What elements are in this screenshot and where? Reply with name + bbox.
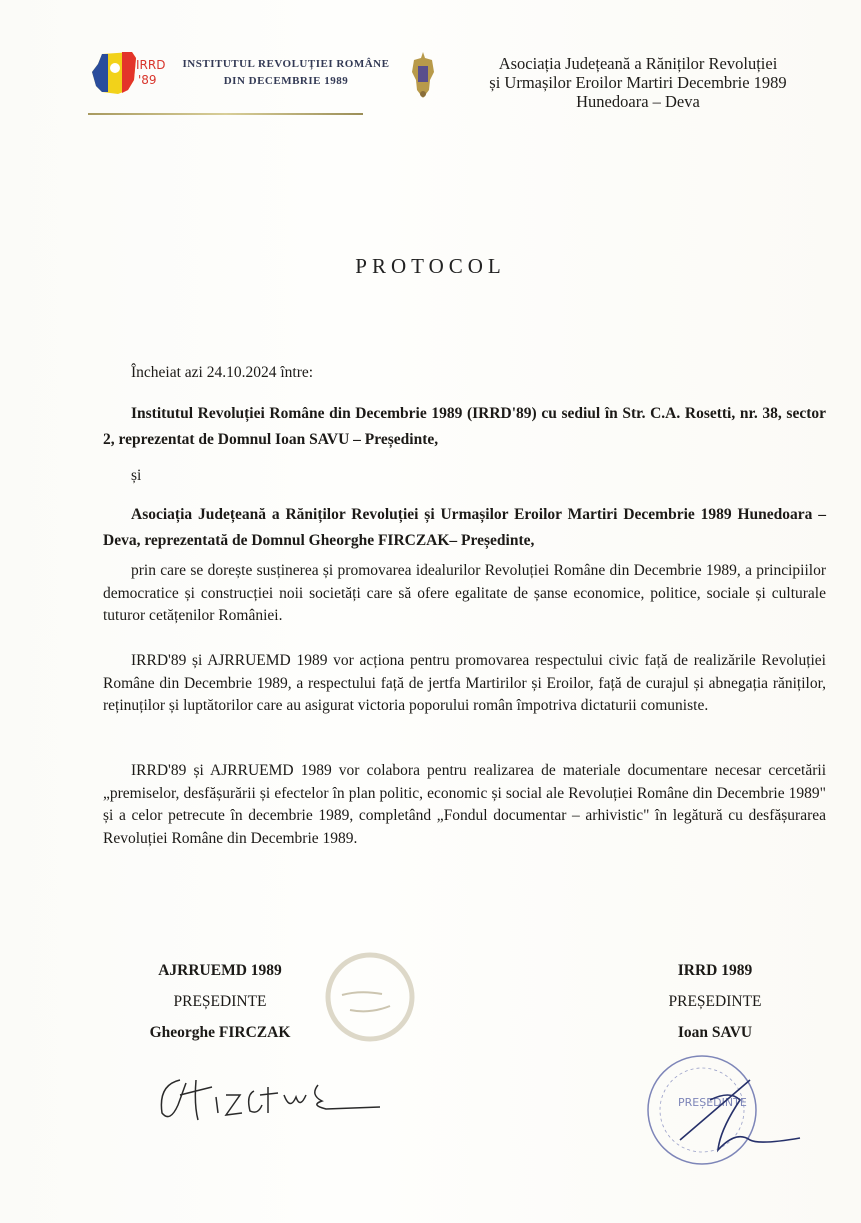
ajrruemd-org-name <box>458 54 818 111</box>
signature-block-left <box>110 955 330 1048</box>
signatory-org: IRRD 1989 <box>677 962 753 979</box>
party1-paragraph: Institutul Revoluției Române din Decembrie 1989 (IRRD'89) cu sediul în Str. C.A. Rosetti, nr. 38, sector 2, reprezentat de Domnul Ioan SAVU – Președinte, <box>103 405 826 448</box>
header-divider <box>88 113 363 115</box>
romanian-coat-of-arms-icon <box>410 50 436 102</box>
logo-text-89: '89 <box>138 73 157 87</box>
signatory-name: Gheorghe FIRCZAK <box>149 1024 291 1041</box>
conjunction: și <box>131 467 142 484</box>
document-title: PROTOCOL <box>355 254 506 278</box>
signatory-role: PREȘEDINTE <box>173 993 267 1010</box>
irrd-org-name-line1: INSTITUTUL REVOLUȚIEI ROMÂNE <box>182 58 390 70</box>
signatory-role: PREȘEDINTE <box>668 993 762 1010</box>
irrd-org-name <box>176 56 396 90</box>
paragraph-collaboration: IRRD'89 și AJRRUEMD 1989 vor colabora pentru realizarea de materiale documentare necesar cercetării „premiselor, desfășurării și efectelor în plan politic, economic și social ale Revoluției Române din Decembrie 1989" și a celor petrecute în decembrie 1989, completând „Fondul documentar – arhivistic" în legătură cu desfășurarea Revoluției Române din Decembrie 1989. <box>103 762 826 847</box>
irrd-header <box>88 48 408 108</box>
irrd-org-name-line2: DIN DECEMBRIE 1989 <box>223 75 349 87</box>
ajrruemd-org-name-line2: și Urmașilor Eroilor Martiri Decembrie 1989 <box>489 73 787 92</box>
faded-stamp-icon <box>320 950 420 1045</box>
romania-map-flag-icon <box>88 50 168 96</box>
signatory-name: Ioan SAVU <box>677 1024 753 1041</box>
handwritten-signature-icon <box>680 1080 800 1150</box>
paragraph-purpose: prin care se dorește susținerea și promovarea idealurilor Revoluției Române din Decembrie 1989, a principiilor democratice și construcției noii societăți care să ofere egalitate de șanse economice, politice, sociale și culturale tuturor cetățenilor României. <box>103 562 826 624</box>
intro-line: Încheiat azi 24.10.2024 între: <box>131 364 314 381</box>
ajrruemd-org-name-line3: Hunedoara – Deva <box>576 92 700 111</box>
signature-block-right <box>625 955 805 1048</box>
signatory-org: AJRRUEMD 1989 <box>158 962 282 979</box>
logo-text-irrd: IRRD <box>136 58 166 72</box>
paragraph-respect: IRRD'89 și AJRRUEMD 1989 vor acționa pentru promovarea respectului civic față de realizările Revoluției Române din Decembrie 1989, a respectului față de jertfa Martirilor și Eroilor, față de curajul și abnegația răniților, reținuților și luptătorilor care au asigurat victoria poporului român împotriva dictaturii comuniste. <box>103 652 826 714</box>
handwritten-signature-icon <box>150 1065 390 1130</box>
stamp-text: PREȘEDINTE <box>678 1096 747 1109</box>
round-stamp-icon <box>640 1040 840 1180</box>
party2-paragraph: Asociația Județeană a Răniților Revoluției și Urmașilor Eroilor Martiri Decembrie 1989 Hunedoara – Deva, reprezentată de Domnul Gheorghe FIRCZAK– Președinte, <box>103 506 826 549</box>
ajrruemd-org-name-line1: Asociația Județeană a Răniților Revoluției <box>498 54 778 73</box>
